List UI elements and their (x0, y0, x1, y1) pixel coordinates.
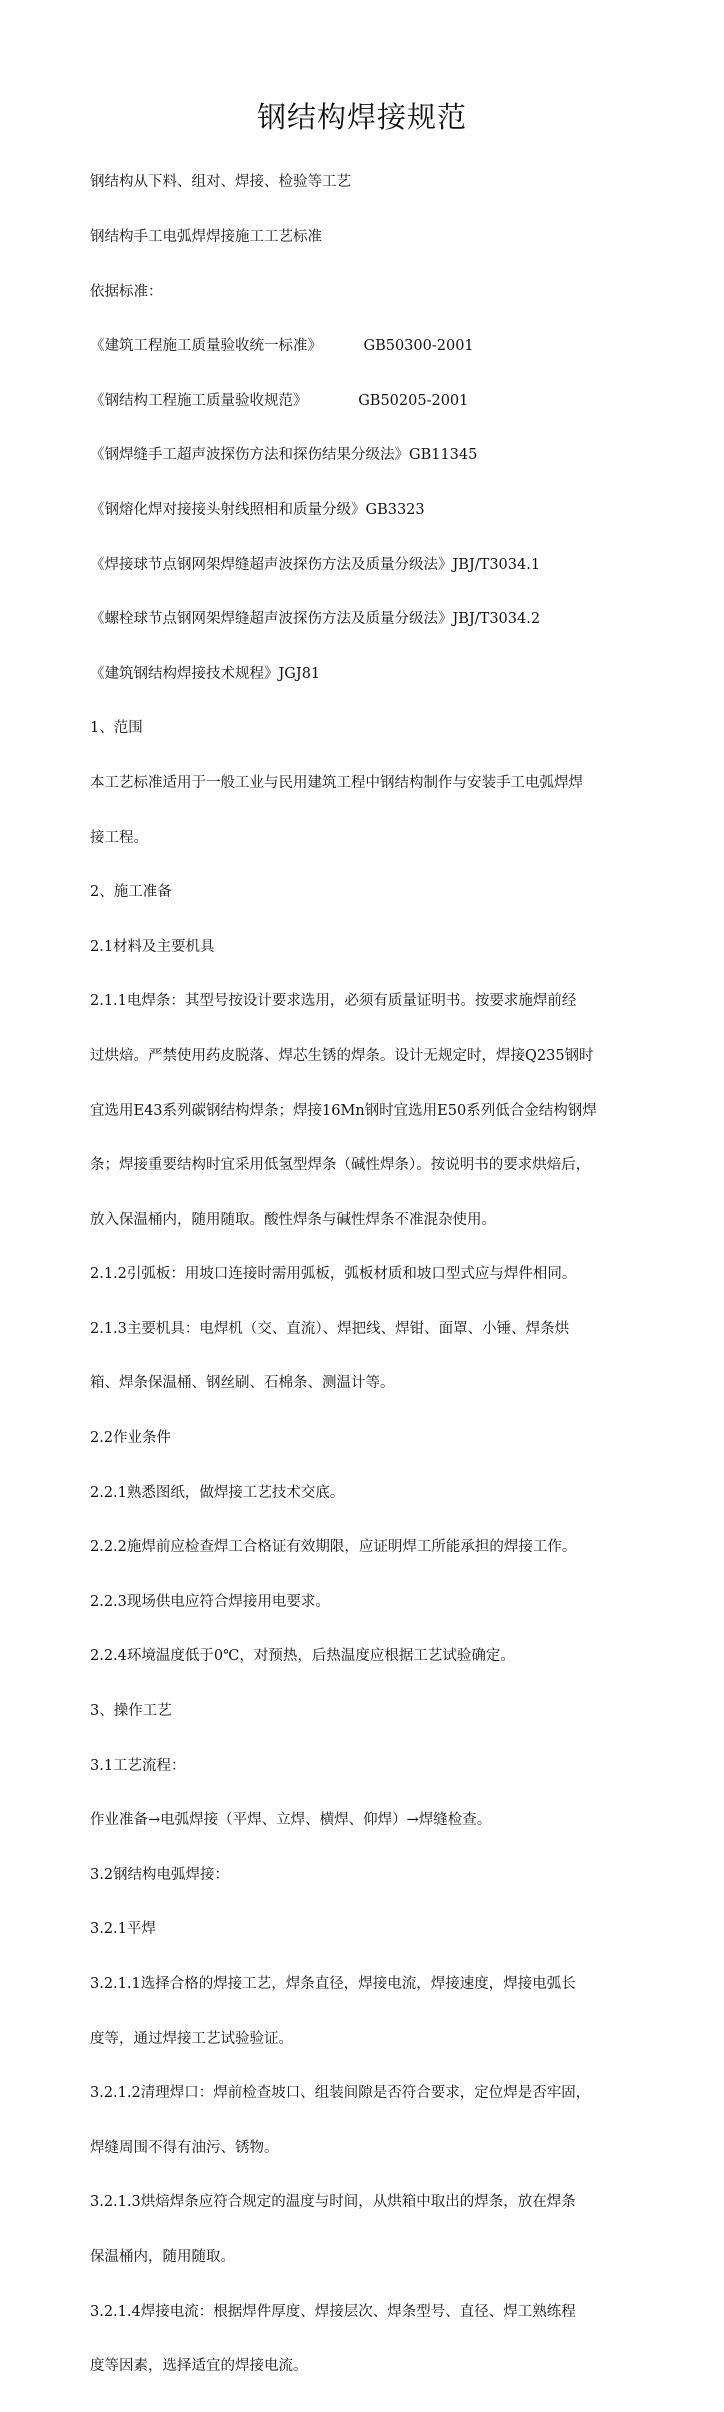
standard-reference-line: 《钢结构工程施工质量验收规范》 GB50205-2001 (90, 392, 469, 409)
body-line: 2.2.4环境温度低于0℃，对预热，后热温度应根据工艺试验确定。 (90, 1648, 515, 1665)
body-line: 箱、焊条保温桶、钢丝刷、石棉条、测温计等。 (90, 1375, 395, 1392)
body-line: 2.2.1熟悉图纸，做焊接工艺技术交底。 (90, 1484, 345, 1501)
body-line: 钢结构手工电弧焊焊接施工工艺标准 (90, 229, 322, 245)
body-line: 度等因素，选择适宜的焊接电流。 (90, 2358, 308, 2375)
body-line: 3.2.1.4焊接电流：根据焊件厚度、焊接层次、焊条型号、直径、焊工熟练程 (90, 2303, 576, 2320)
subsection-heading: 3.2.1平焊 (90, 1921, 156, 1938)
body-line: 3.2.1.3烘焙焊条应符合规定的温度与时间，从烘箱中取出的焊条，放在焊条 (90, 2194, 576, 2211)
standard-reference-line: 《建筑钢结构焊接技术规程》JGJ81 (90, 665, 321, 682)
body-line: 宜选用E43系列碳钢结构焊条；焊接16Mn钢时宜选用E50系列低合金结构钢焊 (90, 1102, 597, 1119)
body-line: 条；焊接重要结构时宜采用低氢型焊条（碱性焊条）。按说明书的要求烘焙后， (90, 1157, 591, 1174)
body-line: 作业准备→电弧焊接（平焊、立焊、横焊、仰焊）→焊缝检查。 (90, 1812, 492, 1829)
standard-reference-line: 《螺栓球节点钢网架焊缝超声波探伤方法及质量分级法》JBJ/T3034.2 (90, 611, 541, 628)
document-title: 钢结构焊接规范 (256, 100, 467, 134)
subsection-heading: 2.1材料及主要机具 (90, 938, 215, 955)
body-line: 3.2.1.2清理焊口：焊前检查坡口、组装间隙是否符合要求，定位焊是否牢固， (90, 2085, 591, 2102)
standard-reference-line: 《钢熔化焊对接接头射线照相和质量分级》GB3323 (90, 501, 425, 518)
body-line: 放入保温桶内，随用随取。酸性焊条与碱性焊条不准混杂使用。 (90, 1211, 496, 1228)
body-line: 2.1.3主要机具：电焊机（交、直流）、焊把线、焊钳、面罩、小锤、焊条烘 (90, 1320, 570, 1337)
section-heading: 3、操作工艺 (90, 1703, 172, 1720)
section-heading: 1、范围 (90, 720, 143, 737)
body-line: 保温桶内，随用随取。 (90, 2248, 235, 2265)
subsection-heading: 2.2作业条件 (90, 1430, 172, 1447)
subsection-heading: 3.1工艺流程： (90, 1757, 186, 1774)
subsection-heading: 3.2钢结构电弧焊接： (90, 1866, 230, 1883)
standard-reference-line: 《焊接球节点钢网架焊缝超声波探伤方法及质量分级法》JBJ/T3034.1 (90, 556, 541, 573)
standard-reference-line: 《钢焊缝手工超声波探伤方法和探伤结果分级法》GB11345 (90, 447, 478, 464)
body-line: 接工程。 (90, 829, 148, 846)
body-line: 依据标准： (90, 283, 163, 300)
body-line: 2.2.2施焊前应检查焊工合格证有效期限，应证明焊工所能承担的焊接工作。 (90, 1539, 577, 1556)
body-line: 2.1.2引弧板：用坡口连接时需用弧板，弧板材质和坡口型式应与焊件相同。 (90, 1266, 577, 1283)
standard-reference-line: 《建筑工程施工质量验收统一标准》 GB50300-2001 (90, 338, 474, 355)
body-line: 3.2.1.1选择合格的焊接工艺，焊条直径，焊接电流，焊接速度，焊接电弧长 (90, 1976, 576, 1992)
body-line: 度等，通过焊接工艺试验验证。 (90, 2030, 293, 2047)
body-line: 2.1.1电焊条：其型号按设计要求选用，必须有质量证明书。按要求施焊前经 (90, 993, 577, 1010)
body-line: 2.2.3现场供电应符合焊接用电要求。 (90, 1593, 330, 1610)
document-body (90, 137, 642, 2412)
body-line: 本工艺标准适用于一般工业与民用建筑工程中钢结构制作与安装手工电弧焊焊 (90, 774, 583, 791)
body-line: 钢结构从下料、组对、焊接、检验等工艺 (90, 174, 351, 191)
body-line: 焊缝周围不得有油污、锈物。 (90, 2139, 279, 2156)
section-heading: 2、施工准备 (90, 884, 172, 901)
body-line: 过烘焙。严禁使用药皮脱落、焊芯生锈的焊条。设计无规定时，焊接Q235钢时 (90, 1047, 594, 1064)
